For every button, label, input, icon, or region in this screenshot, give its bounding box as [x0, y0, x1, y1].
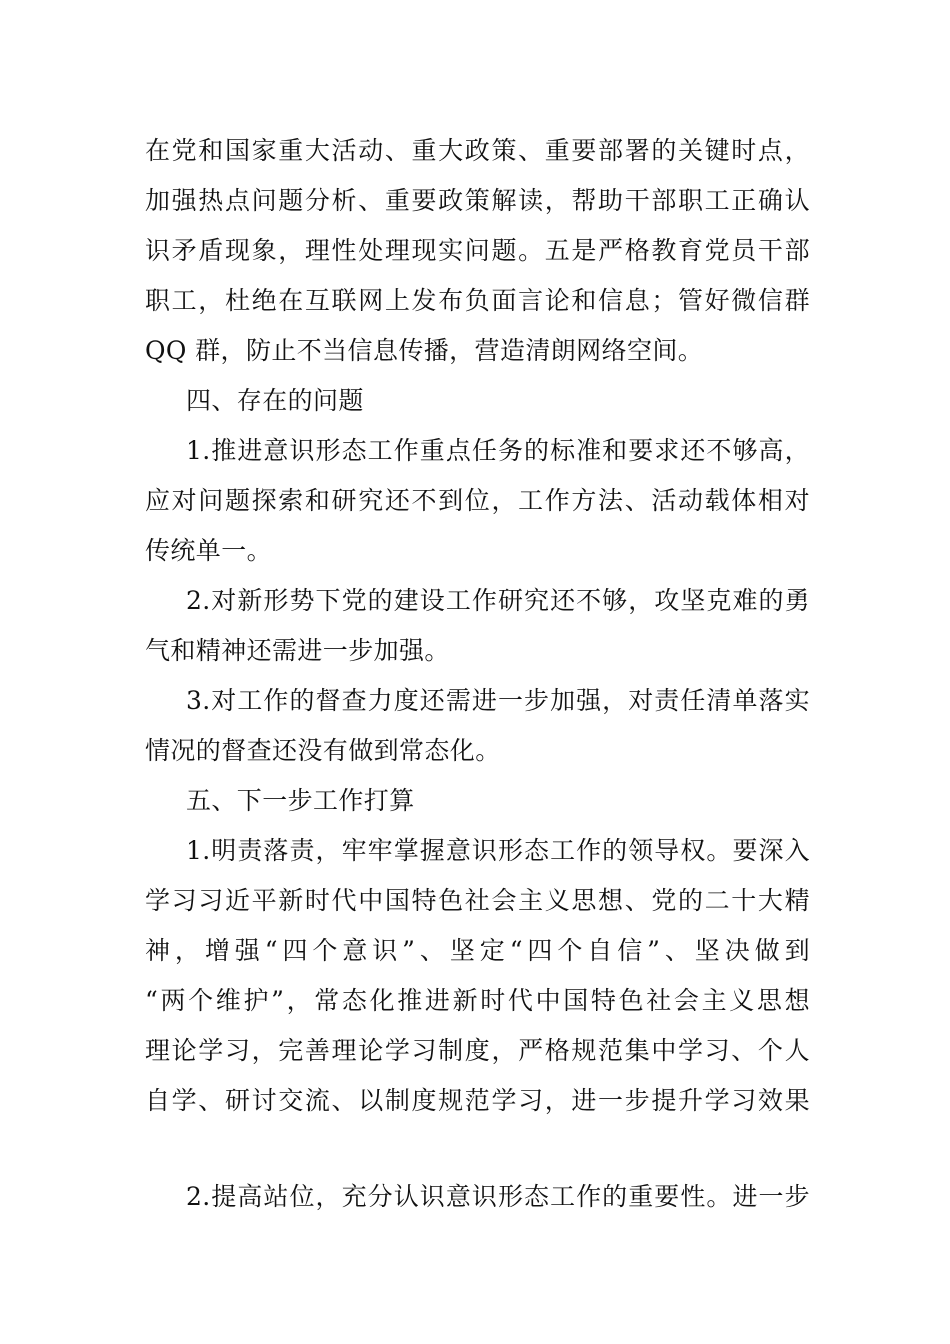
paragraph-line: 加强热点问题分析、重要政策解读，帮助干部职工正确认 — [145, 186, 810, 215]
paragraph-line: 1.推进意识形态工作重点任务的标准和要求还不够高， — [186, 436, 810, 465]
paragraph-line: 自学、研讨交流、以制度规范学习，进一步提升学习效果 — [145, 1086, 810, 1115]
section-heading: 五、下一步工作打算 — [186, 786, 415, 815]
paragraph-line: 气和精神还需进一步加强。 — [145, 636, 450, 665]
paragraph-line: 学习习近平新时代中国特色社会主义思想、党的二十大精 — [145, 886, 810, 915]
paragraph-line: 情况的督查还没有做到常态化。 — [145, 736, 501, 765]
paragraph-line: 神，增强“四个意识”、坚定“四个自信”、坚决做到 — [145, 936, 810, 965]
paragraph-line: 在党和国家重大活动、重大政策、重要部署的关键时点， — [145, 136, 810, 165]
paragraph-line: QQ 群，防止不当信息传播，营造清朗网络空间。 — [145, 336, 704, 365]
paragraph-line: 应对问题探索和研究还不到位，工作方法、活动载体相对 — [145, 486, 810, 515]
paragraph-line: 2.对新形势下党的建设工作研究还不够，攻坚克难的勇 — [186, 586, 810, 615]
paragraph-line: 识矛盾现象，理性处理现实问题。五是严格教育党员干部 — [145, 236, 810, 265]
paragraph-line: 传统单一。 — [145, 536, 273, 565]
paragraph-line: 理论学习，完善理论学习制度，严格规范集中学习、个人 — [145, 1036, 810, 1065]
paragraph-line: 2.提高站位，充分认识意识形态工作的重要性。进一步 — [186, 1182, 810, 1211]
paragraph-line: 1.明责落责，牢牢掌握意识形态工作的领导权。要深入 — [186, 836, 810, 865]
paragraph-line: 职工，杜绝在互联网上发布负面言论和信息；管好微信群 — [145, 286, 810, 315]
paragraph-line: “两个维护”，常态化推进新时代中国特色社会主义思想 — [145, 986, 810, 1015]
paragraph-line: 3.对工作的督查力度还需进一步加强，对责任清单落实 — [186, 686, 810, 715]
section-heading: 四、存在的问题 — [186, 386, 364, 415]
